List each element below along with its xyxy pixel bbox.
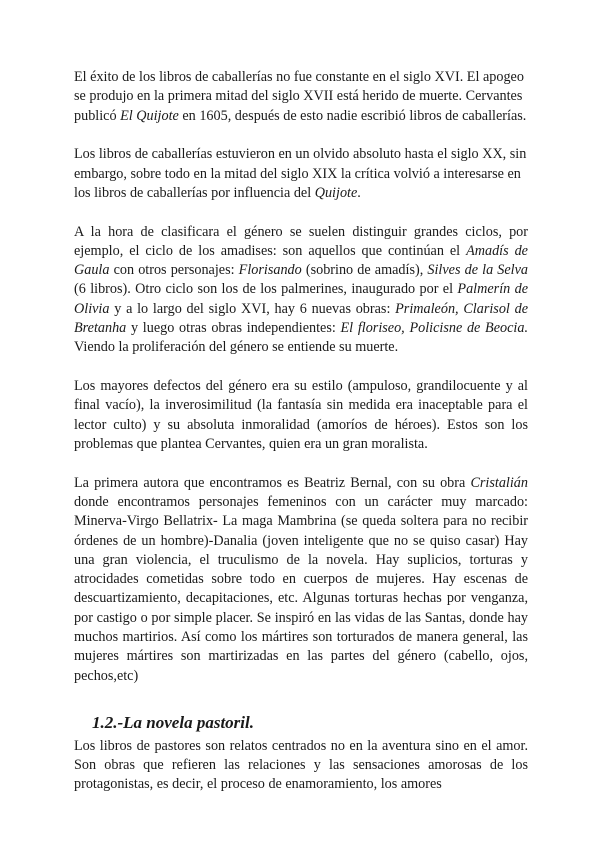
text-run: en 1605, después de esto nadie escribió libros de caballerías. xyxy=(178,107,527,124)
italic-title-text: Palmerín de Olivia xyxy=(74,281,528,317)
italic-title-text: El Quijote xyxy=(120,107,179,124)
italic-title-text: Primaleón, Clarisol de Bretanha xyxy=(74,300,528,337)
text-run: Viendo la proliferación del género se entiende su muerte. xyxy=(74,339,399,356)
text-run: . xyxy=(357,184,361,201)
paragraph-ciclos xyxy=(74,223,528,358)
text-run: Los libros de caballerías estuvieron en un olvido absoluto hasta el siglo XX, sin embargo, sobre todo en la mitad del siglo XIX la crítica volvió a interesarse en los libros de caballerías por influencia del xyxy=(74,146,527,201)
italic-title-text: Florisando xyxy=(238,262,302,279)
text-run: La primera autora que encontramos es Beatriz Bernal, con su obra xyxy=(74,474,471,491)
text-run: El éxito de los libros de caballerías no fue constante en el siglo XVI. El apogeo se produjo en la primera mitad del siglo XVII está herido de muerte. Cervantes publicó xyxy=(74,69,524,124)
paragraph-novela-pastoril xyxy=(74,737,528,795)
text-run: Los mayores defectos del género era su estilo (ampuloso, grandilocuente y al final vacío), la inverosimilitud (la fantasía sin medida era inaceptable para el lector culto) y su absoluta inmoralidad (amoríos de héroes). Estos son los problemas que plantea Cervantes, quien era un gran moralista. xyxy=(74,378,528,452)
italic-title-text: El floriseo, Policisne de Beocia. xyxy=(340,320,528,337)
paragraph-caballerias-exito xyxy=(74,68,528,126)
text-run: y a lo largo del siglo XVI, hay 6 nuevas obras: xyxy=(109,300,396,317)
text-run: A la hora de clasificara el género se suelen distinguir grandes ciclos, por ejemplo, el ciclo de los amadises: son aquellos que continúan el xyxy=(74,223,528,259)
section-heading xyxy=(92,712,528,734)
paragraph-caballerias-olvido xyxy=(74,145,528,203)
section-number: 1.2.- xyxy=(92,712,124,732)
text-run: (6 libros). Otro ciclo son los de los palmerines, inaugurado por el xyxy=(74,281,458,298)
italic-title-text: Quijote xyxy=(314,184,358,201)
paragraph-defectos xyxy=(74,377,528,454)
italic-title-text: Amadís de Gaula xyxy=(74,242,528,279)
text-run: con otros personajes: xyxy=(109,262,239,279)
text-run: donde encontramos personajes femeninos con un carácter muy marcado: Minerva-Virgo Bellatrix- La maga Mambrina (se queda soltera para no recibir órdenes de un hombre)-Danalia (joven inteligente que no se quiso casar) Hay una gran violencia, el truculismo de la novela. Hay suplicios, torturas y atrocidades cometidas sobre todo en cuerpos de mujeres. Hay escenas de descuartizamiento, decapitaciones, etc. Algunas torturas hechas por venganza, por castigo o por simple placer. Se inspiró en las vidas de las Santas, donde hay muchos martirios. Así como los mártires son torturados de manera general, las mujeres mártires son martirizadas en las partes del género (cabello, ojos, pechos,etc) xyxy=(74,493,528,684)
paragraph-beatriz-bernal xyxy=(74,474,528,686)
text-run: Los libros de pastores son relatos centrados no en la aventura sino en el amor. Son obras que refieren las relaciones y las sensaciones amorosas de los protagonistas, es decir, el proceso de enamoramiento, los amores xyxy=(74,737,528,793)
section-title: La novela pastoril. xyxy=(123,712,254,732)
italic-title-text: Cristalián xyxy=(470,474,528,491)
text-run: (sobrino de amadís), xyxy=(301,262,428,279)
italic-title-text: Silves de la Selva xyxy=(427,262,529,279)
text-run: y luego otras obras independientes: xyxy=(126,320,341,337)
